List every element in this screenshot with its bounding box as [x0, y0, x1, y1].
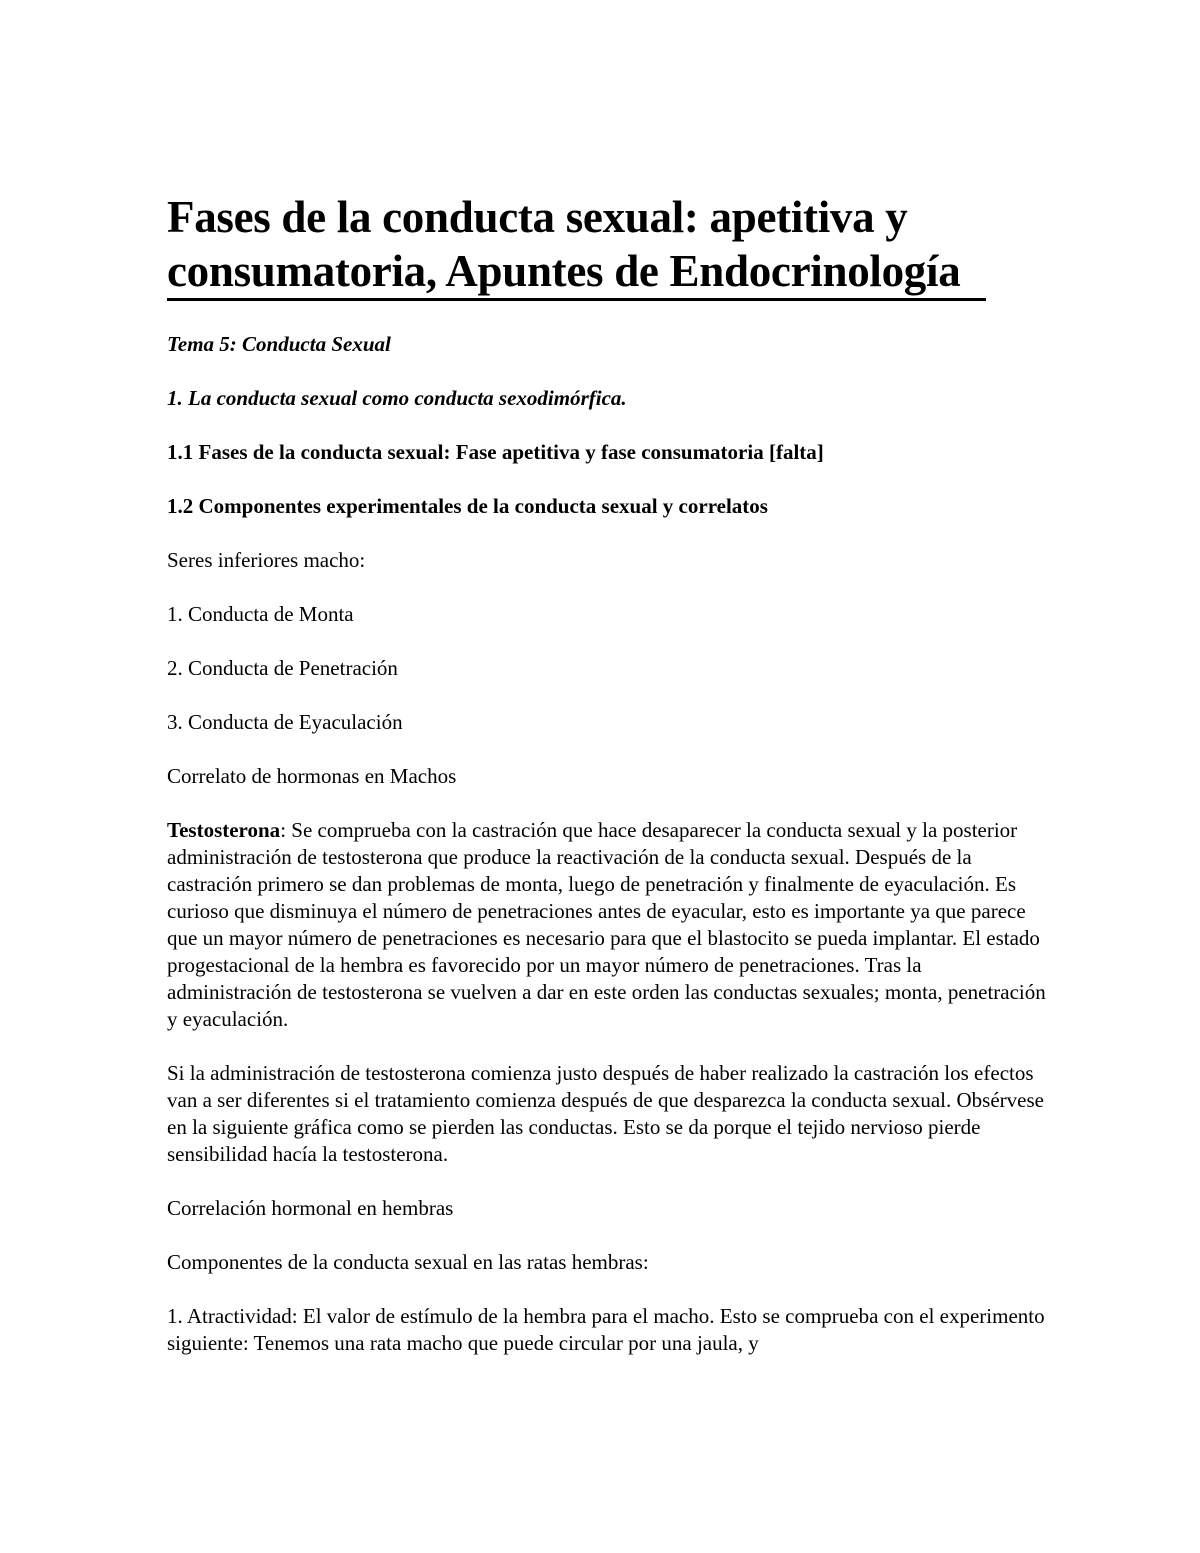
title-line-1: Fases de la conducta sexual: apetitiva y	[167, 192, 908, 242]
list-item: 2. Conducta de Penetración	[167, 656, 398, 680]
title-line-2: consumatoria, Apuntes de Endocrinología	[167, 246, 961, 296]
document-page	[167, 190, 1047, 1357]
section-1-heading: 1. La conducta sexual como conducta sexodimórfica.	[167, 386, 627, 410]
administration-paragraph: Si la administración de testosterona comienza justo después de haber realizado la castración los efectos van a ser diferentes si el tratamiento comienza después de que desparezca la conducta sexual. Obsérvese en la siguiente gráfica como se pierden las conductas. Esto se da porque el tejido nervioso pierde sensibilidad hacía la testosterona.	[167, 1061, 1044, 1166]
atractividad-paragraph: 1. Atractividad: El valor de estímulo de la hembra para el macho. Esto se comprueba con el experimento siguiente: Tenemos una rata macho que puede circular por una jaula, y	[167, 1304, 1045, 1355]
list-item: 1. Conducta de Monta	[167, 602, 354, 626]
topic-heading: Tema 5: Conducta Sexual	[167, 332, 391, 356]
section-1-1-heading: 1.1 Fases de la conducta sexual: Fase apetitiva y fase consumatoria [falta]	[167, 440, 824, 464]
testosterona-paragraph	[167, 817, 1047, 1033]
seres-inferiores-label: Seres inferiores macho:	[167, 548, 366, 572]
document-title	[167, 190, 986, 301]
section-1-2-heading: 1.2 Componentes experimentales de la conducta sexual y correlatos	[167, 494, 768, 518]
componentes-hembras-label: Componentes de la conducta sexual en las ratas hembras:	[167, 1250, 649, 1274]
testosterona-term: Testosterona	[167, 818, 281, 842]
testosterona-text: : Se comprueba con la castración que hace desaparecer la conducta sexual y la posterior administración de testosterona que produce la reactivación de la conducta sexual. Después de la castración primero se dan problemas de monta, luego de penetración y finalmente de eyaculación. Es curioso que disminuya el número de penetraciones antes de eyacular, esto es importante ya que parece que un mayor número de penetraciones es necesario para que el blastocito se pueda implantar. El estado progestacional de la hembra es favorecido por un mayor número de penetraciones. Tras la administración de testosterona se vuelven a dar en este orden las conductas sexuales; monta, penetración y eyaculación.	[167, 818, 1046, 1031]
list-item: 3. Conducta de Eyaculación	[167, 710, 403, 734]
correlacion-hembras-label: Correlación hormonal en hembras	[167, 1196, 454, 1220]
correlato-machos-label: Correlato de hormonas en Machos	[167, 764, 457, 788]
